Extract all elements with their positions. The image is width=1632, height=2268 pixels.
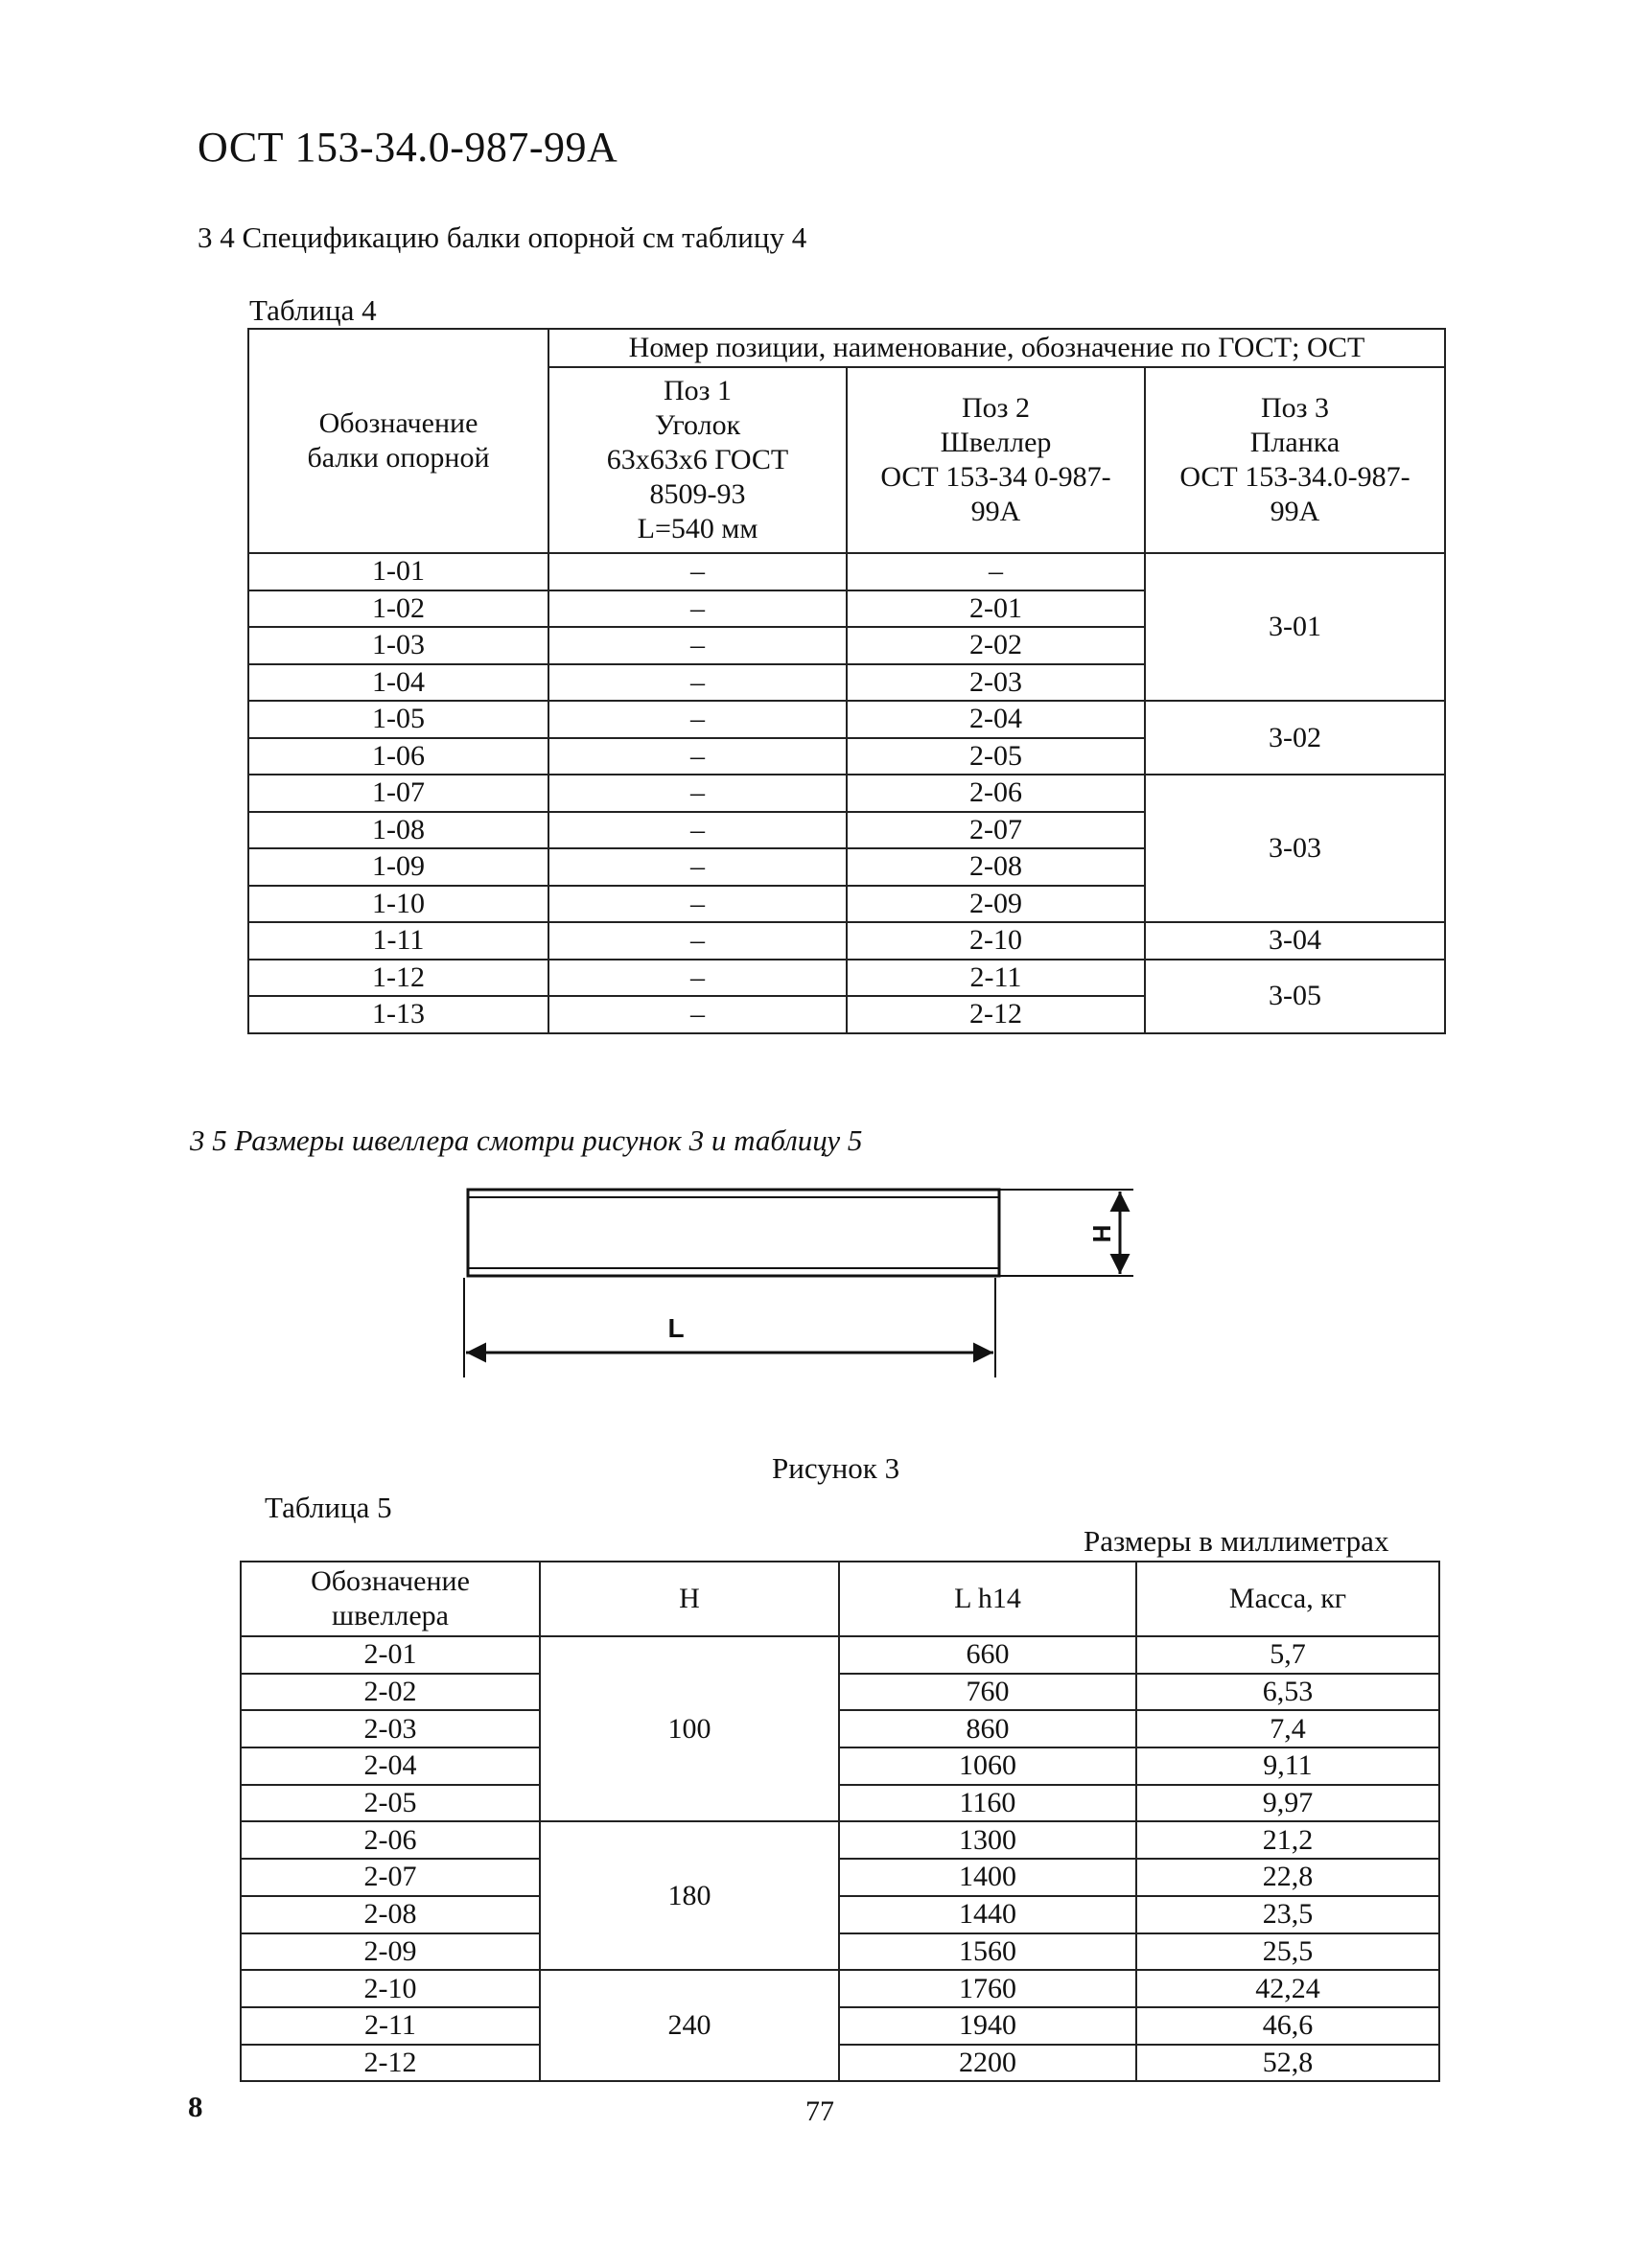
- table-4-caption: Таблица 4: [249, 293, 377, 327]
- t5-header-l: L h14: [839, 1562, 1136, 1636]
- t5-cell-length: 1400: [839, 1859, 1136, 1896]
- t5-cell-mass: 9,11: [1136, 1747, 1439, 1785]
- figure-3-caption: Рисунок 3: [772, 1451, 900, 1485]
- table-row: [241, 1747, 1439, 1785]
- t4-header-designation: Обозначение балки опорной: [248, 329, 548, 553]
- t4-cell-pos1: –: [548, 775, 847, 812]
- t4-cell-pos3: 3-02: [1145, 701, 1445, 775]
- t4-cell-pos1: –: [548, 553, 847, 590]
- table-5-units: Размеры в миллиметрах: [1084, 1524, 1389, 1558]
- table-row: [248, 553, 1445, 590]
- beam-body: [468, 1190, 999, 1276]
- t5-header-h: Н: [540, 1562, 839, 1636]
- t4-cell-pos2: 2-11: [847, 960, 1145, 997]
- t4-cell-pos2: 2-01: [847, 590, 1145, 628]
- document-code: ОСТ 153-34.0-987-99А: [198, 124, 618, 171]
- t5-cell-designation: 2-02: [241, 1674, 540, 1711]
- dimension-l-label: L: [667, 1313, 685, 1343]
- t5-cell-length: 860: [839, 1710, 1136, 1747]
- t5-cell-designation: 2-09: [241, 1933, 540, 1971]
- table-row: [241, 1859, 1439, 1896]
- t4-cell-pos2: 2-03: [847, 664, 1145, 702]
- t4-cell-designation: 1-04: [248, 664, 548, 702]
- t4-pos1-line: L=540 мм: [637, 513, 758, 544]
- t5-cell-length: 760: [839, 1674, 1136, 1711]
- t4-pos1-line: 63х63х6 ГОСТ: [606, 444, 789, 475]
- t5-header-designation: [241, 1562, 540, 1636]
- t4-cell-pos2: 2-10: [847, 922, 1145, 960]
- dimension-h-label: Н: [1087, 1224, 1116, 1243]
- t4-cell-pos3: 3-04: [1145, 922, 1445, 960]
- table-row: [248, 701, 1445, 738]
- t4-cell-pos1: –: [548, 627, 847, 664]
- t4-cell-pos3: 3-03: [1145, 775, 1445, 922]
- t4-cell-pos2: 2-02: [847, 627, 1145, 664]
- t5-cell-length: 1940: [839, 2007, 1136, 2045]
- t5-cell-designation: 2-07: [241, 1859, 540, 1896]
- t5-cell-mass: 42,24: [1136, 1970, 1439, 2007]
- t5-cell-mass: 6,53: [1136, 1674, 1439, 1711]
- t4-cell-designation: 1-13: [248, 996, 548, 1033]
- t5-cell-mass: 46,6: [1136, 2007, 1439, 2045]
- t4-pos3-line: ОСТ 153-34.0-987-: [1179, 461, 1411, 493]
- t4-cell-pos3: 3-01: [1145, 553, 1445, 701]
- t4-pos2-line: 99А: [970, 496, 1021, 527]
- t5-cell-length: 1160: [839, 1785, 1136, 1822]
- t5-cell-designation: 2-11: [241, 2007, 540, 2045]
- t4-cell-pos2: 2-05: [847, 738, 1145, 775]
- t4-cell-pos3: 3-05: [1145, 960, 1445, 1033]
- table-row: [241, 1785, 1439, 1822]
- t5-cell-length: 1060: [839, 1747, 1136, 1785]
- t4-cell-designation: 1-07: [248, 775, 548, 812]
- t5-designation-line: швеллера: [332, 1600, 449, 1632]
- t4-pos3-line: Планка: [1249, 427, 1341, 458]
- section-3-5-text: 3 5 Размеры швеллера смотри рисунок 3 и таблицу 5: [190, 1123, 863, 1157]
- t5-cell-designation: 2-10: [241, 1970, 540, 2007]
- t4-cell-designation: 1-05: [248, 701, 548, 738]
- t4-header-pos3: [1145, 367, 1445, 553]
- t4-cell-designation: 1-09: [248, 848, 548, 886]
- t4-pos2-line: ОСТ 153-34 0-987-: [880, 461, 1111, 493]
- t4-cell-designation: 1-10: [248, 886, 548, 923]
- t4-cell-designation: 1-02: [248, 590, 548, 628]
- t4-cell-designation: 1-11: [248, 922, 548, 960]
- t4-cell-pos2: 2-07: [847, 812, 1145, 849]
- t4-cell-designation: 1-12: [248, 960, 548, 997]
- table-row: [241, 1970, 1439, 2007]
- table-row: [248, 960, 1445, 997]
- t5-cell-h: 240: [540, 1970, 839, 2081]
- t4-cell-designation: 1-08: [248, 812, 548, 849]
- t4-pos1-line: 8509-93: [649, 478, 746, 510]
- t5-cell-length: 1560: [839, 1933, 1136, 1971]
- t4-cell-pos2: 2-04: [847, 701, 1145, 738]
- t4-cell-pos1: –: [548, 701, 847, 738]
- t5-cell-mass: 5,7: [1136, 1636, 1439, 1674]
- t4-cell-pos2: –: [847, 553, 1145, 590]
- t4-header-group: Номер позиции, наименование, обозначение по ГОСТ; ОСТ: [548, 329, 1445, 367]
- t5-cell-mass: 21,2: [1136, 1821, 1439, 1859]
- section-3-4-text: 3 4 Спецификацию балки опорной см таблицу 4: [198, 220, 807, 254]
- t5-cell-length: 1440: [839, 1896, 1136, 1933]
- table-row: [241, 2007, 1439, 2045]
- t4-cell-pos1: –: [548, 590, 847, 628]
- t5-designation-line: Обозначение: [311, 1565, 470, 1597]
- table-row: [241, 1674, 1439, 1711]
- t4-cell-pos2: 2-12: [847, 996, 1145, 1033]
- table-row: [248, 922, 1445, 960]
- t4-cell-pos1: –: [548, 960, 847, 997]
- t4-pos1-line: Поз 1: [663, 375, 732, 406]
- t4-pos2-line: Поз 2: [961, 392, 1030, 424]
- table-row: [241, 1933, 1439, 1971]
- table-row: [241, 1896, 1439, 1933]
- t5-cell-length: 2200: [839, 2045, 1136, 2082]
- t5-cell-mass: 7,4: [1136, 1710, 1439, 1747]
- t4-cell-pos1: –: [548, 922, 847, 960]
- t5-cell-mass: 25,5: [1136, 1933, 1439, 1971]
- t5-cell-mass: 23,5: [1136, 1896, 1439, 1933]
- table-row: [241, 1710, 1439, 1747]
- t5-cell-h: 180: [540, 1821, 839, 1970]
- t4-cell-pos1: –: [548, 886, 847, 923]
- table-row: [241, 1821, 1439, 1859]
- table-row: [241, 2045, 1439, 2082]
- t4-cell-pos2: 2-08: [847, 848, 1145, 886]
- t5-cell-mass: 52,8: [1136, 2045, 1439, 2082]
- t4-cell-pos2: 2-06: [847, 775, 1145, 812]
- t5-cell-designation: 2-03: [241, 1710, 540, 1747]
- t4-header-pos1: [548, 367, 847, 553]
- table-row: [248, 775, 1445, 812]
- t4-cell-pos2: 2-09: [847, 886, 1145, 923]
- t4-cell-pos1: –: [548, 812, 847, 849]
- table-4: [247, 328, 1446, 1034]
- table-5: [240, 1561, 1440, 2082]
- t4-cell-designation: 1-01: [248, 553, 548, 590]
- t5-cell-h: 100: [540, 1636, 839, 1821]
- t4-cell-designation: 1-06: [248, 738, 548, 775]
- t5-cell-designation: 2-12: [241, 2045, 540, 2082]
- t5-cell-designation: 2-05: [241, 1785, 540, 1822]
- t5-cell-mass: 9,97: [1136, 1785, 1439, 1822]
- t4-pos3-line: 99А: [1270, 496, 1320, 527]
- t4-pos3-line: Поз 3: [1260, 392, 1329, 424]
- table-5-caption: Таблица 5: [265, 1491, 392, 1524]
- t5-cell-designation: 2-06: [241, 1821, 540, 1859]
- t4-header-pos2: [847, 367, 1145, 553]
- page-number-center: 77: [805, 2095, 834, 2127]
- t5-cell-designation: 2-04: [241, 1747, 540, 1785]
- t5-cell-length: 660: [839, 1636, 1136, 1674]
- t4-pos2-line: Швеллер: [940, 427, 1052, 458]
- t4-cell-pos1: –: [548, 996, 847, 1033]
- t5-cell-mass: 22,8: [1136, 1859, 1439, 1896]
- channel-beam-figure: [451, 1174, 1160, 1390]
- t4-cell-pos1: –: [548, 738, 847, 775]
- page-number-left: 8: [188, 2090, 203, 2123]
- t5-cell-length: 1760: [839, 1970, 1136, 2007]
- t4-cell-designation: 1-03: [248, 627, 548, 664]
- t4-cell-pos1: –: [548, 848, 847, 886]
- t4-pos1-line: Уголок: [654, 409, 741, 441]
- t5-cell-length: 1300: [839, 1821, 1136, 1859]
- t4-cell-pos1: –: [548, 664, 847, 702]
- t5-cell-designation: 2-01: [241, 1636, 540, 1674]
- table-row: [241, 1636, 1439, 1674]
- t5-cell-designation: 2-08: [241, 1896, 540, 1933]
- t5-header-mass: Масса, кг: [1136, 1562, 1439, 1636]
